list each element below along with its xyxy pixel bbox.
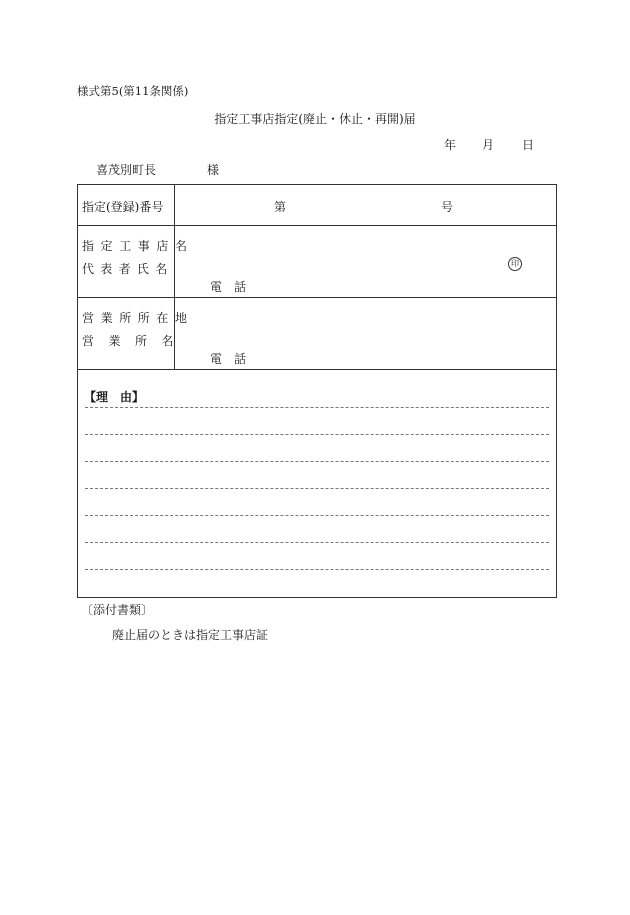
representative-name-text: 代表者氏名 — [82, 262, 174, 276]
registration-go: 号 — [441, 200, 454, 214]
office-address-label: 営業所所在地 — [82, 311, 194, 325]
registration-number-label: 指定(登録)番号 — [82, 200, 164, 214]
addressee: 喜茂別町長 — [96, 163, 157, 177]
form-table — [77, 184, 557, 598]
reason-label: 【理 由】 — [84, 390, 145, 404]
contractor-name-label: 指定工事店名 — [82, 239, 194, 253]
contractor-phone-label: 電 話 — [210, 280, 247, 294]
attachments-item: 廃止届のときは指定工事店証 — [112, 628, 269, 642]
row-divider — [78, 297, 556, 298]
reason-line — [85, 542, 549, 543]
reason-line — [85, 488, 549, 489]
reason-line — [85, 434, 549, 435]
office-name-label: 営業所名 — [82, 334, 189, 348]
registration-dai: 第 — [274, 200, 287, 214]
date-year: 年 — [444, 138, 457, 152]
date-month: 月 — [482, 138, 495, 152]
form-number-label: 様式第5(第11条関係) — [77, 84, 189, 98]
row-divider — [78, 369, 556, 370]
attachments-heading: 〔添付書類〕 — [81, 603, 154, 617]
reason-line — [85, 569, 549, 570]
document-title: 指定工事店指定(廃止・休止・再開)届 — [214, 112, 416, 126]
reason-line — [85, 407, 549, 408]
office-phone-label: 電 話 — [210, 352, 247, 366]
date-row — [444, 136, 534, 153]
honorific: 様 — [207, 163, 220, 177]
representative-name-label — [82, 260, 174, 277]
date-day: 日 — [522, 138, 535, 152]
reason-line — [85, 461, 549, 462]
row-divider — [78, 225, 556, 226]
seal-icon: 印 — [508, 257, 522, 271]
reason-line — [85, 515, 549, 516]
